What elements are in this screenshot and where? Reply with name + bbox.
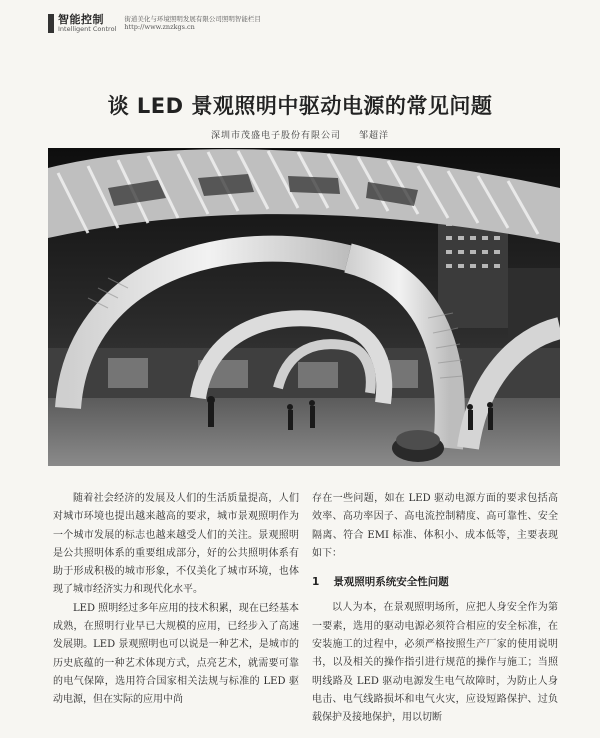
section-number: 1: [312, 576, 320, 589]
article-photo: [48, 148, 560, 466]
header-url: http://www.znzkgs.cn: [124, 23, 195, 32]
header-line-1: 街道美化与环境照明发展有限公司照明智能栏目: [124, 15, 261, 23]
author: 邹超洋: [358, 131, 389, 141]
byline: [0, 128, 600, 141]
journal-logo-en: Intelligent Control: [58, 25, 117, 33]
journal-logo-cn: 智能控制: [58, 13, 104, 26]
paragraph: 随着社会经济的发展及人们的生活质量提高，人们对城市环境也提出越来越高的要求，城市景观照明作为一个城市发展的标志也越来越受人们的关注。景观照明是公共照明体系的重要组成部分，好的公共照明体系有助于形成积极的城市形象，不仅美化了城市环境，也体现了城市经济实力和现代化水平。: [53, 493, 299, 596]
paragraph-continued: 存在一些问题，如在 LED 驱动电源方面的要求包括高效率、高功率因子、高电流控制精度、高可靠性、安全隔离、符合 EMI 标准、体积小、成本低等，主要表现如下：: [312, 493, 558, 559]
illuminated-arch-canopy-photo: [48, 148, 560, 466]
article-title: 谈 LED 景观照明中驱动电源的常见问题: [107, 94, 493, 118]
paragraph: LED 照明经过多年应用的技术积累，现在已经基本成熟，在照明行业早已大规模的应用，已经步入了高速发展期。LED 景观照明也可以说是一种艺术，是城市的历史底蕴的一种艺术体现方式，点亮艺术，就需要可靠的电气保障，选用符合国家相关法规与标准的 LED 驱动电源，但在实际的应用中尚: [53, 602, 299, 706]
section-title: 景观照明系统安全性问题: [333, 576, 449, 589]
journal-logo: [48, 14, 116, 33]
journal-header-text: [124, 15, 261, 32]
section-heading: [312, 573, 558, 591]
affiliation: 深圳市茂盛电子股份有限公司: [211, 131, 342, 141]
left-column: [53, 490, 299, 710]
paragraph: 以人为本，在景观照明场所，应把人身安全作为第一要素，选用的驱动电源必须符合相应的安全标准，在安装施工的过程中，必须严格按照生产厂家的使用说明书，以及相关的操作指引进行规范的操作与施工；当照明线路及 LED 驱动电源发生电气故障时，为防止人身电击、电气线路损坏和电气火灾，应设短路保护、过负载保护及接地保护，用以切断: [312, 602, 558, 724]
right-column: [312, 490, 558, 728]
journal-header: [48, 14, 558, 36]
